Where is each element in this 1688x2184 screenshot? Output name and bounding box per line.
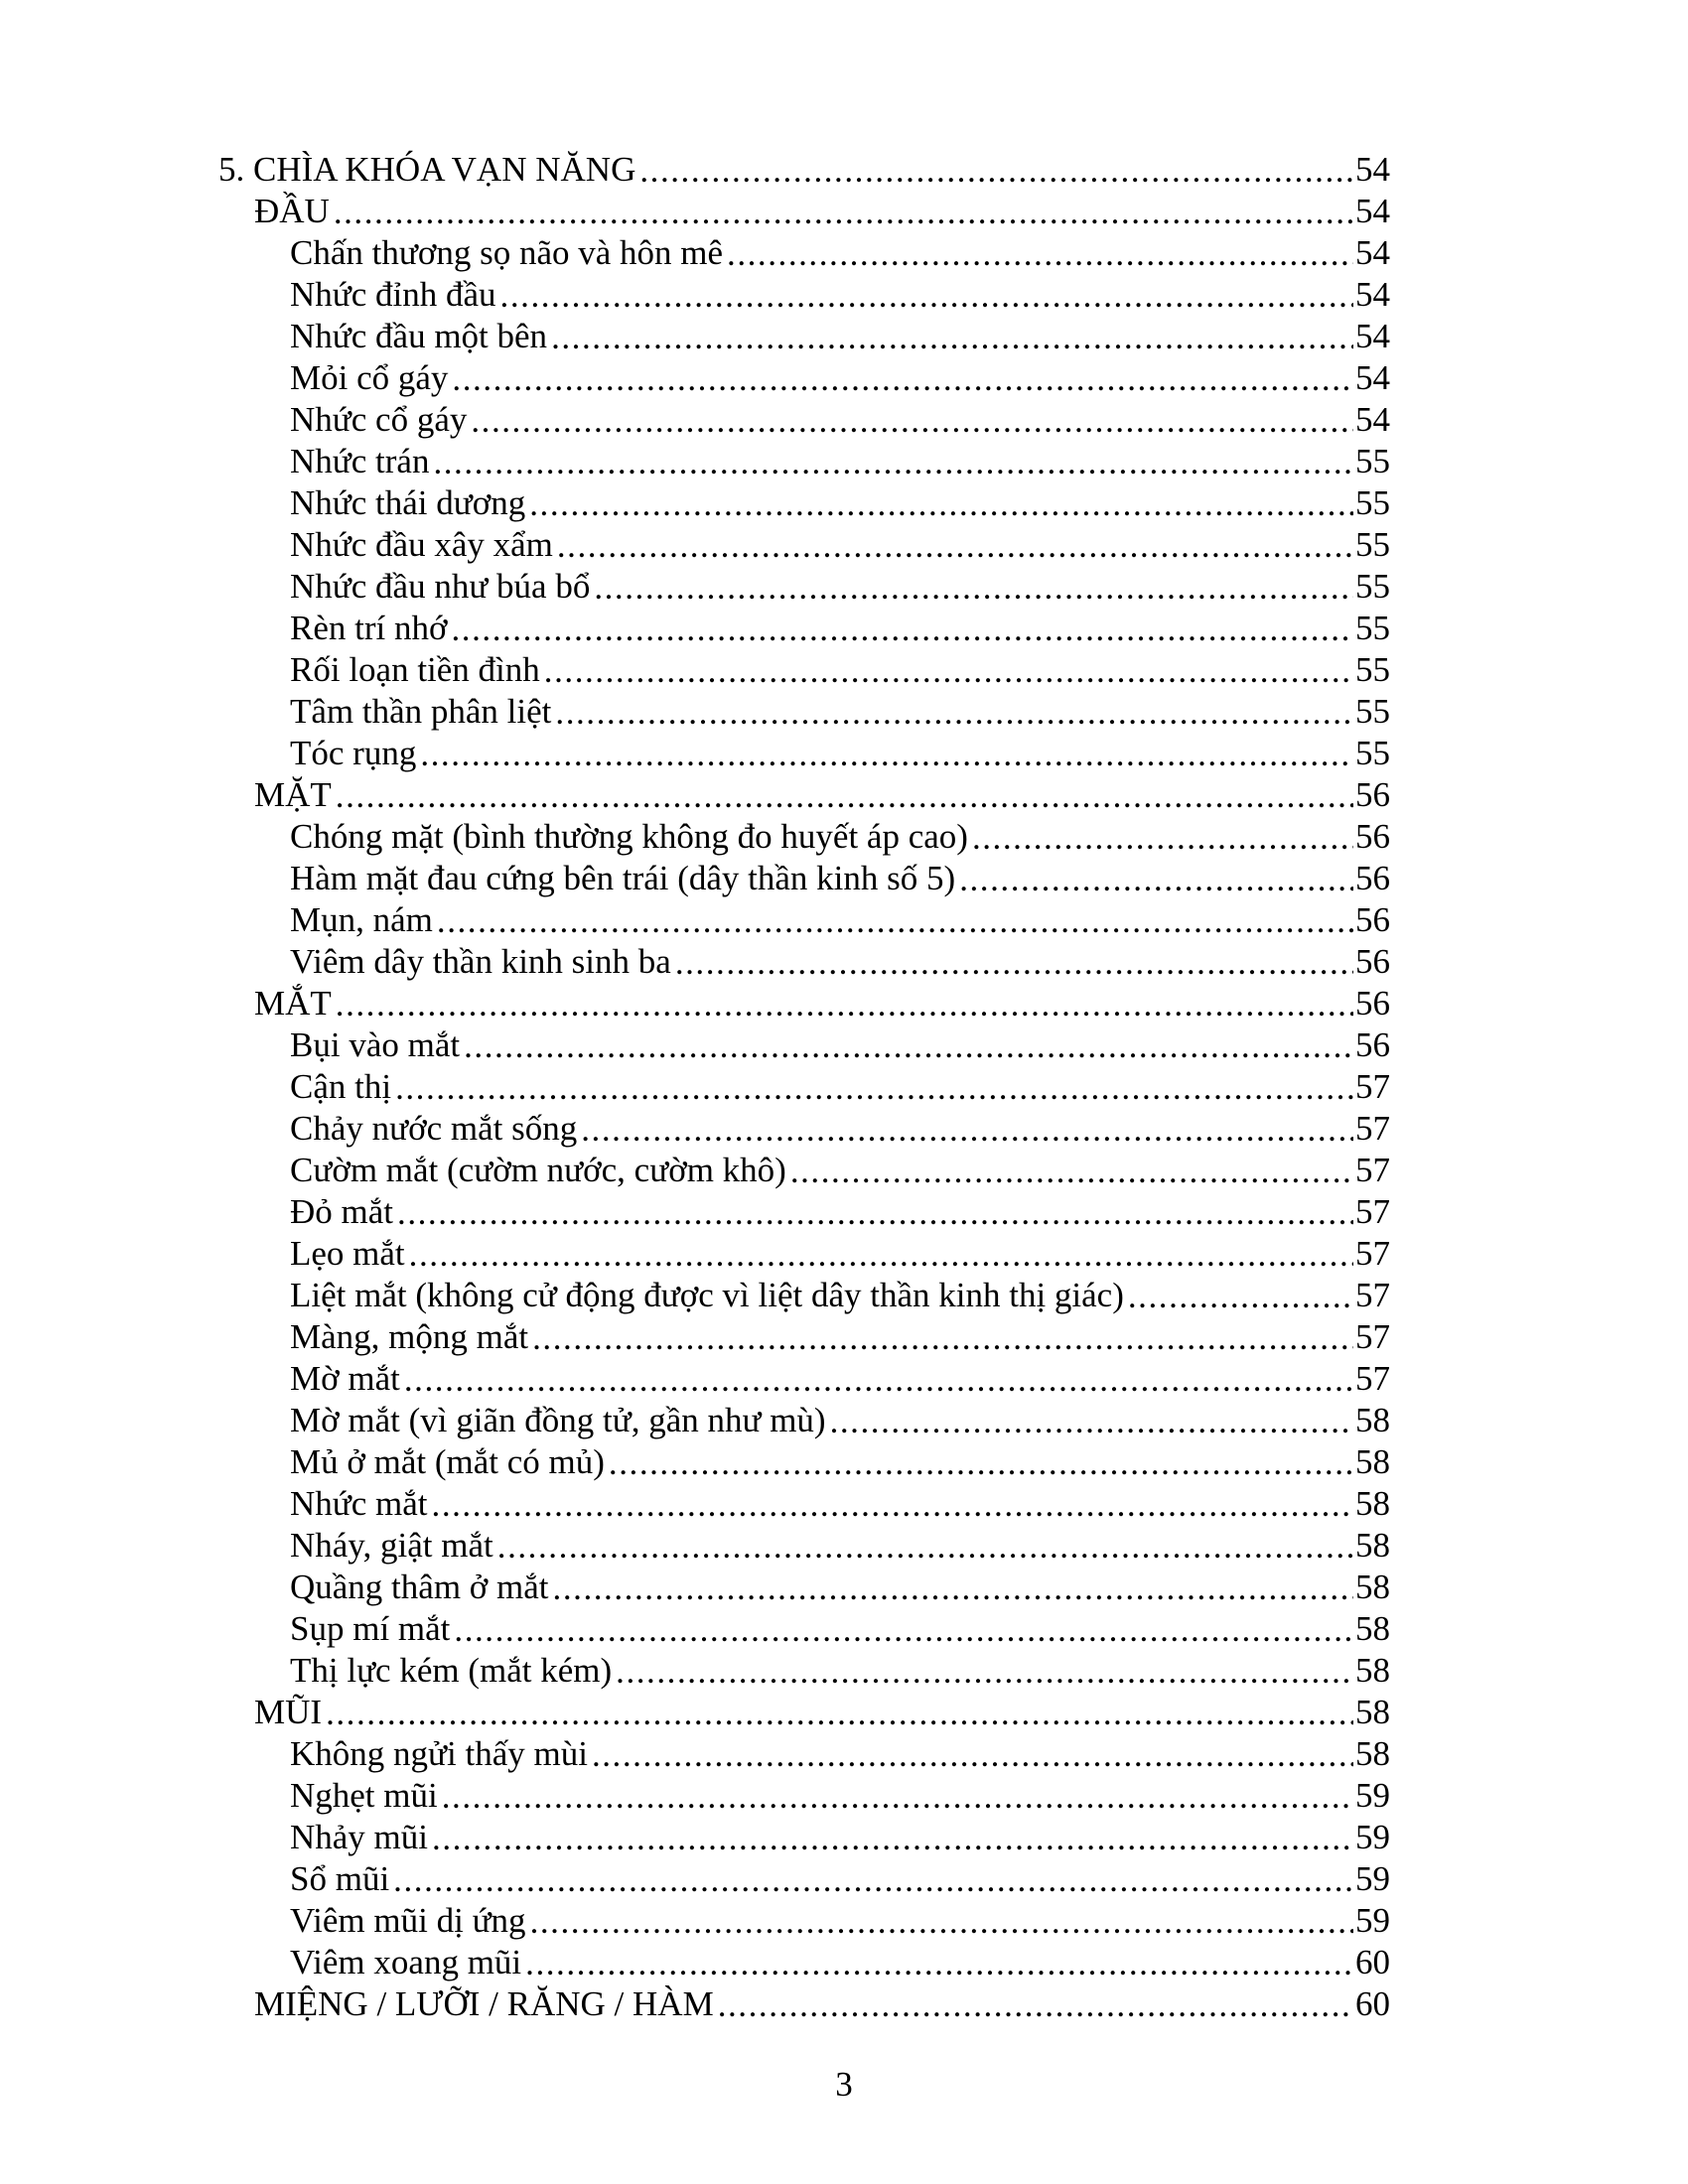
toc-entry-page: 59 — [1355, 1901, 1390, 1940]
toc-entry-label: Nhức đầu một bên . . . — [290, 317, 551, 355]
toc-entry-page: 58 — [1355, 1401, 1390, 1439]
toc-item-entry[interactable] — [218, 1942, 1390, 1983]
toc-entry-page: 54 — [1355, 192, 1390, 230]
toc-entry-page: 60 — [1355, 1943, 1390, 1981]
toc-entry-page: 55 — [1355, 650, 1390, 689]
toc-item-entry[interactable] — [218, 1733, 1390, 1775]
toc-entry-page: 60 — [1355, 1984, 1390, 2023]
toc-entry-label: Liệt mắt (không cử động được vì liệt dây thần kinh thị giác) . . . — [290, 1276, 1128, 1314]
toc-item-entry[interactable] — [218, 1858, 1390, 1900]
toc-entry-label: Quầng thâm ở mắt . . . — [290, 1568, 553, 1606]
toc-entry-label: Mờ mắt . . . — [290, 1359, 404, 1398]
toc-entry-page: 55 — [1355, 442, 1390, 480]
toc-item-entry[interactable] — [218, 1567, 1390, 1608]
toc-section-entry[interactable] — [218, 774, 1390, 816]
toc-entry-page: 54 — [1355, 275, 1390, 314]
toc-entry-label: Lẹo mắt . . . — [290, 1234, 409, 1273]
toc-item-entry[interactable] — [218, 357, 1390, 399]
toc-entry-page: 59 — [1355, 1818, 1390, 1856]
toc-entry-label: Không ngửi thấy mùi . . . — [290, 1734, 592, 1773]
toc-entry-page: 56 — [1355, 942, 1390, 981]
toc-entry-page: 58 — [1355, 1693, 1390, 1731]
toc-entry-page: 57 — [1355, 1276, 1390, 1314]
toc-entry-label: Màng, mộng mắt . . . — [290, 1317, 532, 1356]
toc-item-entry[interactable] — [218, 524, 1390, 566]
toc-item-entry[interactable] — [218, 1483, 1390, 1525]
toc-item-entry[interactable] — [218, 1150, 1390, 1191]
toc-entry-label: MẶT . . . — [254, 775, 336, 814]
toc-item-entry[interactable] — [218, 649, 1390, 691]
toc-chapter-entry[interactable] — [218, 149, 1390, 191]
toc-entry-page: 55 — [1355, 692, 1390, 731]
toc-item-entry[interactable] — [218, 1024, 1390, 1066]
toc-item-entry[interactable] — [218, 1108, 1390, 1150]
toc-entry-label: Mỏi cổ gáy . . . — [290, 358, 452, 397]
toc-entry-page: 56 — [1355, 984, 1390, 1023]
toc-item-entry[interactable] — [218, 1233, 1390, 1275]
toc-entry-page: 58 — [1355, 1609, 1390, 1648]
toc-entry-label: Nghẹt mũi . . . — [290, 1776, 442, 1815]
toc-entry-label: ĐẦU . . . — [254, 192, 334, 230]
toc-entry-page: 57 — [1355, 1234, 1390, 1273]
toc-entry-label: Nhức đầu như búa bổ . . . — [290, 567, 594, 606]
toc-entry-page: 57 — [1355, 1192, 1390, 1231]
toc-entry-label: Hàm mặt đau cứng bên trái (dây thần kinh số 5) . . . — [290, 859, 959, 897]
toc-entry-label: Nhức mắt . . . — [290, 1484, 432, 1523]
toc-entry-label: Cườm mắt (cườm nước, cườm khô) . . . — [290, 1151, 790, 1189]
toc-entry-label: Tóc rụng . . . — [290, 734, 420, 772]
toc-item-entry[interactable] — [218, 858, 1390, 899]
toc-entry-page: 55 — [1355, 734, 1390, 772]
toc-entry-page: 58 — [1355, 1526, 1390, 1565]
toc-entry-page: 57 — [1355, 1317, 1390, 1356]
toc-entry-page: 58 — [1355, 1484, 1390, 1523]
toc-entry-label: Mờ mắt (vì giãn đồng tử, gần như mù) . . . — [290, 1401, 830, 1439]
toc-entry-page: 54 — [1355, 400, 1390, 439]
toc-item-entry[interactable] — [218, 232, 1390, 274]
toc-entry-label: Sổ mũi . . . — [290, 1859, 393, 1898]
toc-item-entry[interactable] — [218, 941, 1390, 983]
toc-entry-label: Nhức trán . . . — [290, 442, 433, 480]
toc-item-entry[interactable] — [218, 1066, 1390, 1108]
toc-entry-page: 58 — [1355, 1568, 1390, 1606]
toc-entry-label: Rèn trí nhớ . . . — [290, 609, 452, 647]
toc-entry-page: 56 — [1355, 900, 1390, 939]
toc-item-entry[interactable] — [218, 1191, 1390, 1233]
toc-item-entry[interactable] — [218, 1650, 1390, 1692]
toc-entry-label: MŨI . . . — [254, 1693, 326, 1731]
toc-item-entry[interactable] — [218, 482, 1390, 524]
toc-entry-label: Thị lực kém (mắt kém) . . . — [290, 1651, 616, 1690]
page-number: 3 — [835, 2065, 853, 2104]
toc-entry-label: Tâm thần phân liệt . . . — [290, 692, 555, 731]
toc-entry-label: Nhức đỉnh đầu . . . — [290, 275, 500, 314]
toc-entry-page: 55 — [1355, 525, 1390, 564]
toc-item-entry[interactable] — [218, 274, 1390, 316]
toc-item-entry[interactable] — [218, 816, 1390, 858]
toc-item-entry[interactable] — [218, 441, 1390, 482]
toc-item-entry[interactable] — [218, 399, 1390, 441]
toc-entry-label: Nhức thái dương . . . — [290, 483, 529, 522]
toc-item-entry[interactable] — [218, 1608, 1390, 1650]
toc-item-entry[interactable] — [218, 1525, 1390, 1567]
toc-entry-label: Mủ ở mắt (mắt có mủ) . . . — [290, 1442, 609, 1481]
toc-item-entry[interactable] — [218, 566, 1390, 608]
toc-entry-page: 56 — [1355, 817, 1390, 856]
toc-section-entry[interactable] — [218, 1983, 1390, 2025]
toc-entry-label: Nhức cổ gáy . . . — [290, 400, 471, 439]
toc-item-entry[interactable] — [218, 1900, 1390, 1942]
toc-section-entry[interactable] — [218, 1692, 1390, 1733]
toc-entry-page: 55 — [1355, 483, 1390, 522]
toc-entry-label: Nhảy mũi . . . — [290, 1818, 432, 1856]
toc-entry-label: Chóng mặt (bình thường không đo huyết áp cao) . . . — [290, 817, 972, 856]
toc-entry-page: 56 — [1355, 859, 1390, 897]
toc-entry-page: 57 — [1355, 1109, 1390, 1148]
toc-entry-label: Viêm mũi dị ứng . . . — [290, 1901, 530, 1940]
toc-item-entry[interactable] — [218, 1400, 1390, 1441]
toc-entry-label: Viêm xoang mũi . . . — [290, 1943, 525, 1981]
toc-entry-page: 57 — [1355, 1359, 1390, 1398]
toc-entry-page: 57 — [1355, 1067, 1390, 1106]
toc-entry-label: Đỏ mắt . . . — [290, 1192, 397, 1231]
toc-entry-page: 59 — [1355, 1776, 1390, 1815]
toc-entry-page: 58 — [1355, 1734, 1390, 1773]
toc-entry-page: 56 — [1355, 1025, 1390, 1064]
toc-entry-page: 55 — [1355, 567, 1390, 606]
toc-entry-label: Nháy, giật mắt . . . — [290, 1526, 497, 1565]
toc-item-entry[interactable] — [218, 1275, 1390, 1316]
toc-entry-label: Mụn, nám . . . — [290, 900, 437, 939]
toc-entry-page: 58 — [1355, 1442, 1390, 1481]
toc-entry-page: 57 — [1355, 1151, 1390, 1189]
toc-entry-page: 58 — [1355, 1651, 1390, 1690]
toc-entry-page: 54 — [1355, 317, 1390, 355]
toc-entry-page: 56 — [1355, 775, 1390, 814]
table-of-contents — [218, 149, 1390, 2025]
toc-entry-page: 54 — [1355, 358, 1390, 397]
toc-section-entry[interactable] — [218, 191, 1390, 232]
toc-entry-page: 54 — [1355, 233, 1390, 272]
toc-entry-label: Sụp mí mắt . . . — [290, 1609, 454, 1648]
toc-entry-label: Rối loạn tiền đình . . . — [290, 650, 544, 689]
toc-entry-label: Chảy nước mắt sống . . . — [290, 1109, 581, 1148]
toc-section-entry[interactable] — [218, 983, 1390, 1024]
toc-item-entry[interactable] — [218, 899, 1390, 941]
toc-item-entry[interactable] — [218, 1316, 1390, 1358]
toc-entry-page: 59 — [1355, 1859, 1390, 1898]
toc-entry-label: Chấn thương sọ não và hôn mê . . . — [290, 233, 727, 272]
toc-item-entry[interactable] — [218, 1441, 1390, 1483]
toc-item-entry[interactable] — [218, 608, 1390, 649]
toc-item-entry[interactable] — [218, 1817, 1390, 1858]
toc-entry-label: MẮT . . . — [254, 984, 336, 1023]
toc-entry-page: 54 — [1355, 150, 1390, 189]
toc-entry-label: Cận thị . . . — [290, 1067, 395, 1106]
toc-entry-label: Viêm dây thần kinh sinh ba . . . — [290, 942, 675, 981]
toc-item-entry[interactable] — [218, 691, 1390, 733]
toc-entry-label: 5. CHÌA KHÓA VẠN NĂNG . . . — [218, 150, 639, 189]
toc-item-entry[interactable] — [218, 1775, 1390, 1817]
toc-entry-label: Bụi vào mắt . . . — [290, 1025, 464, 1064]
toc-entry-label: MIỆNG / LƯỠI / RĂNG / HÀM . . . — [254, 1984, 718, 2023]
toc-item-entry[interactable] — [218, 733, 1390, 774]
toc-item-entry[interactable] — [218, 1358, 1390, 1400]
toc-item-entry[interactable] — [218, 316, 1390, 357]
toc-entry-label: Nhức đầu xây xẩm . . . — [290, 525, 557, 564]
toc-entry-page: 55 — [1355, 609, 1390, 647]
